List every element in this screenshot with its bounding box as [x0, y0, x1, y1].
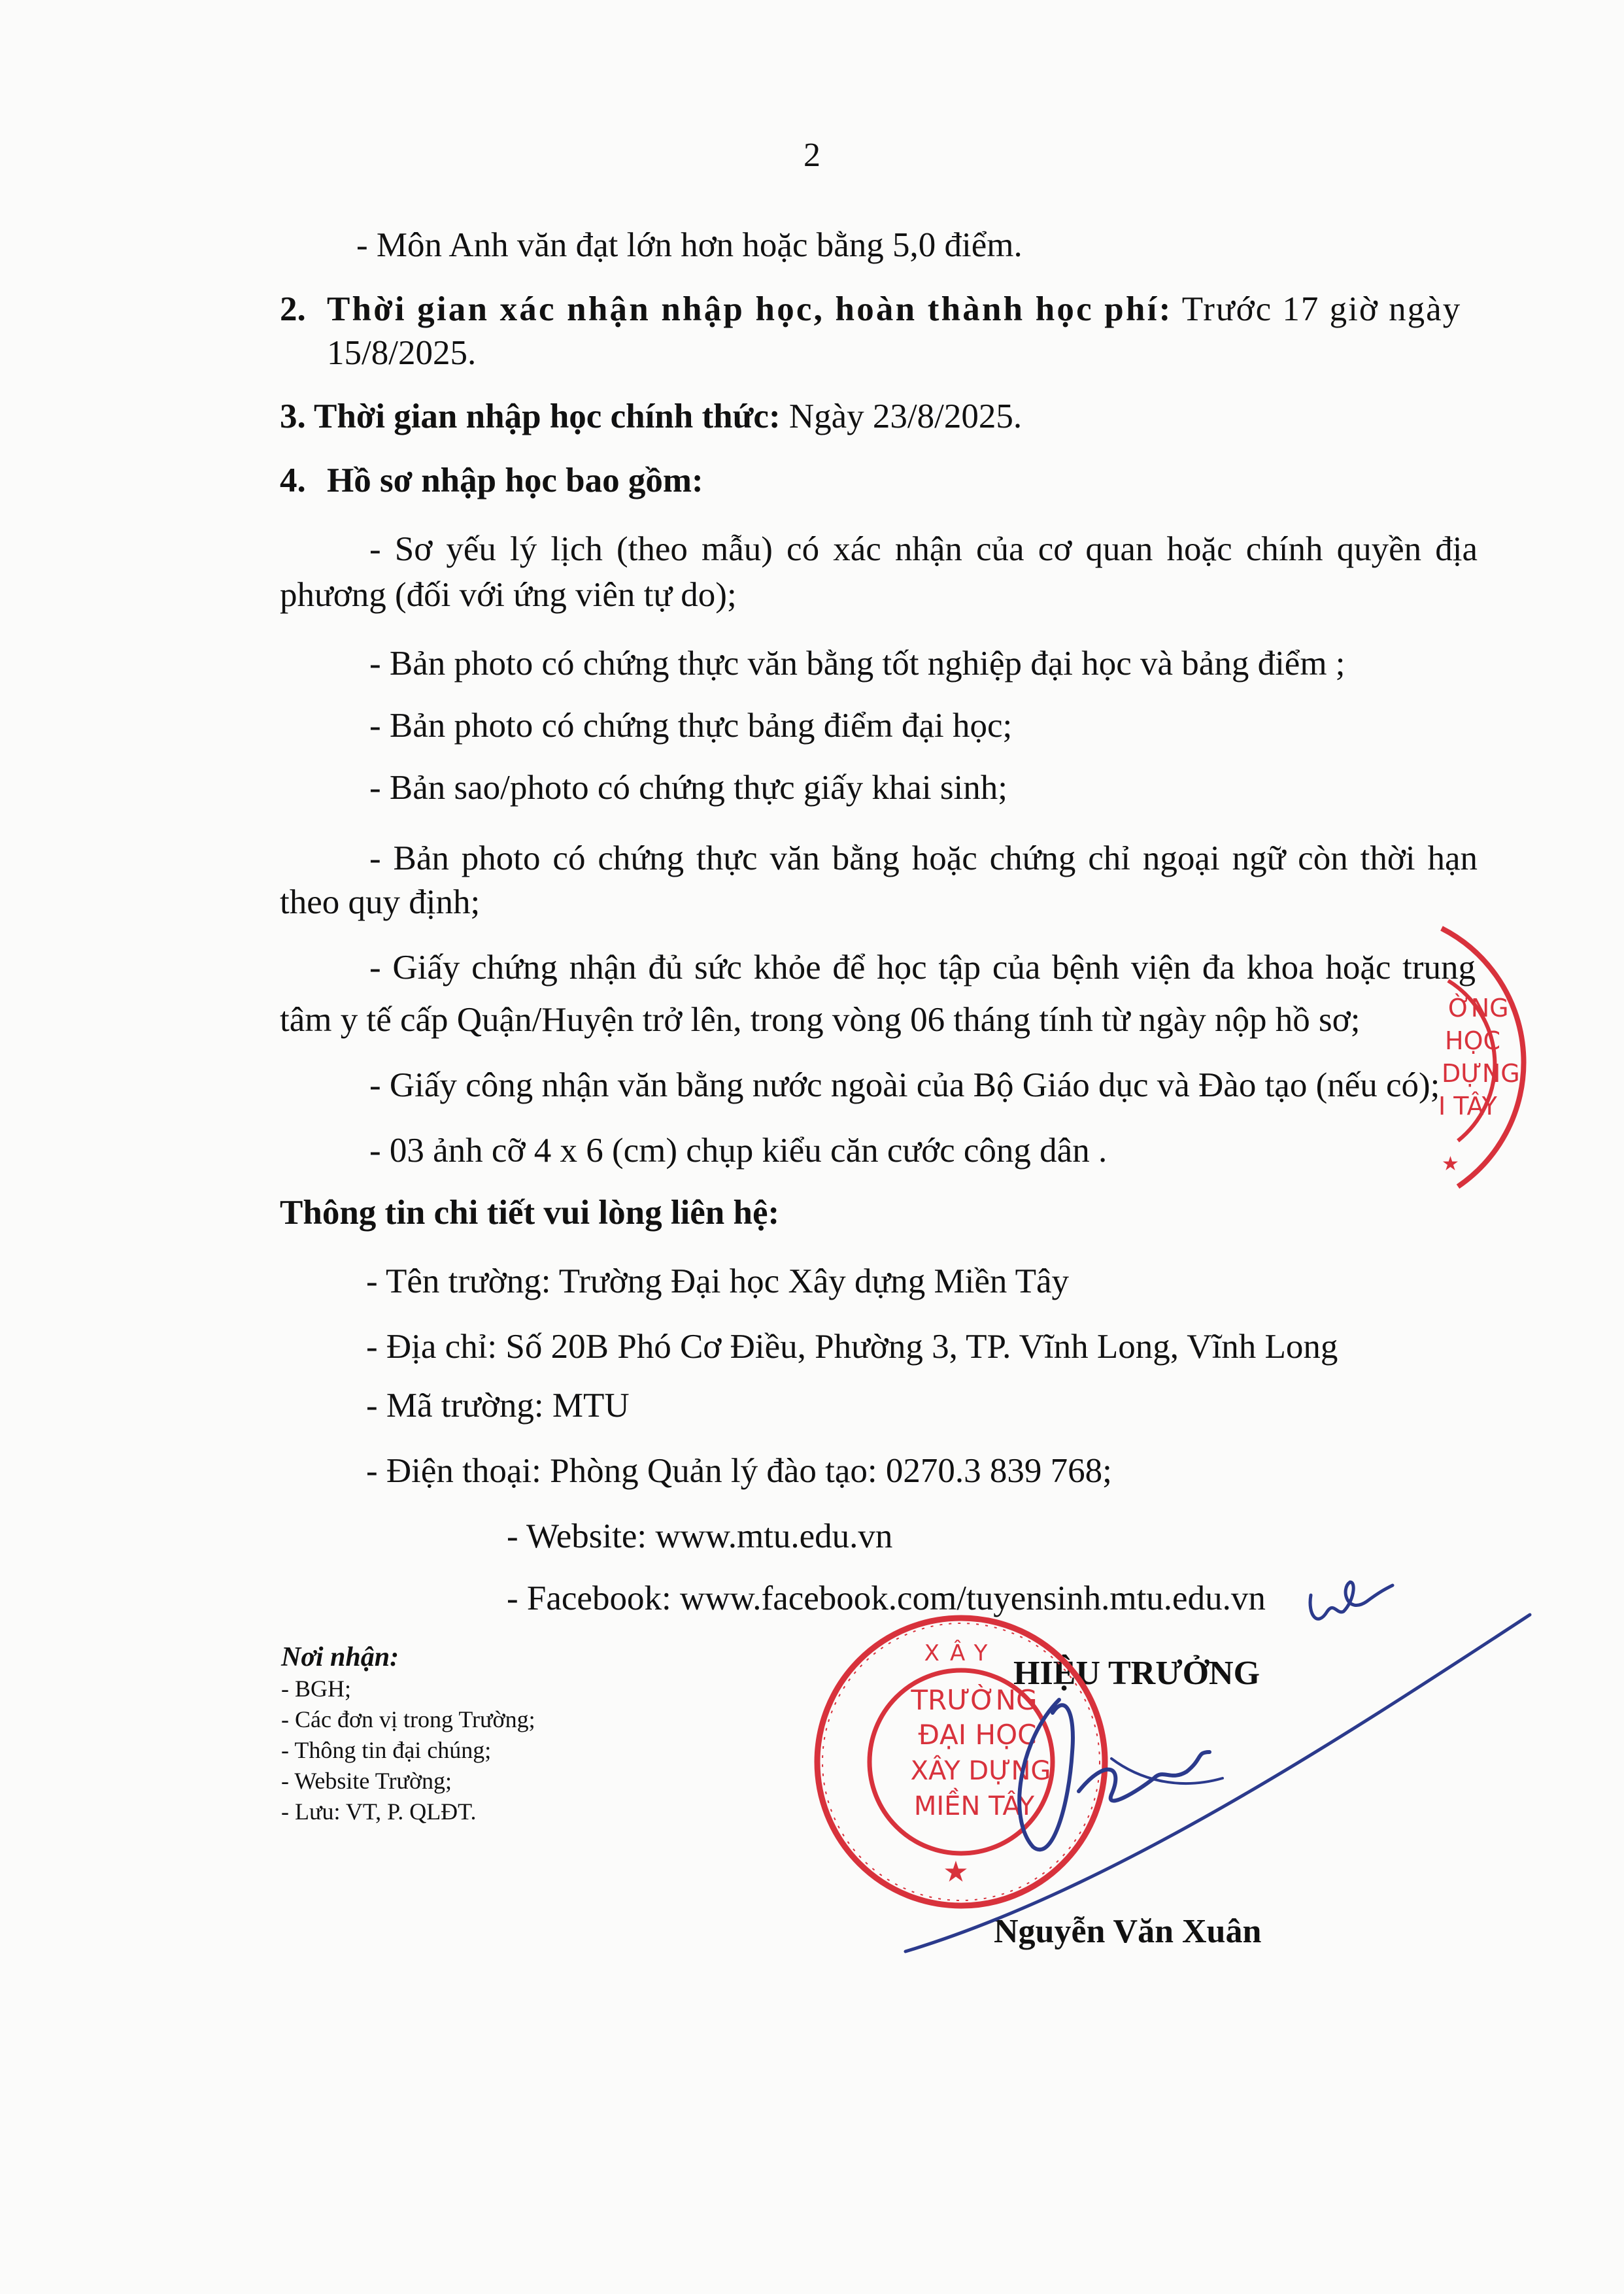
section-2-label: Thời gian xác nhận nhập học, hoàn thành học phí: — [327, 290, 1173, 328]
seal-line-1: TRƯỜNG — [911, 1684, 1038, 1716]
contact-website: - Website: www.mtu.edu.vn — [507, 1517, 893, 1555]
section-3-label: 3. Thời gian nhập học chính thức: — [280, 397, 781, 435]
contact-school-code: - Mã trường: MTU — [366, 1387, 630, 1425]
contact-address: - Địa chỉ: Số 20B Phó Cơ Điều, Phường 3, TP. Vĩnh Long, Vĩnh Long — [366, 1328, 1338, 1366]
doc-item-6b: tâm y tế cấp Quận/Huyện trở lên, trong vòng 06 tháng tính từ ngày nộp hồ sơ; — [280, 1001, 1361, 1039]
seal-line-3: XÂY DỰNG — [910, 1756, 1051, 1786]
seal-ring-text: XÂY — [924, 1640, 998, 1666]
official-seal-icon — [817, 1618, 1105, 1906]
recipients-heading: Nơi nhận: — [281, 1642, 399, 1672]
seal-line-4: MIỀN TÂY — [913, 1791, 1035, 1821]
partial-seal-line-3: DỰNG — [1442, 1059, 1520, 1088]
partial-seal-star-icon: ★ — [1442, 1153, 1459, 1175]
doc-item-5b: theo quy định; — [280, 883, 481, 921]
recipient-item: - Lưu: VT, P. QLĐT. — [281, 1798, 477, 1825]
page-number: 2 — [804, 137, 820, 174]
section-2-text: Trước 17 giờ ngày — [1172, 290, 1462, 328]
contact-school-name: - Tên trường: Trường Đại học Xây dựng Miền Tây — [366, 1262, 1070, 1300]
contact-phone: - Điện thoại: Phòng Quản lý đào tạo: 0270.3 839 768; — [366, 1452, 1112, 1490]
signatory-name: Nguyễn Văn Xuân — [994, 1913, 1262, 1950]
doc-item-5a: - Bản photo có chứng thực văn bằng hoặc chứng chỉ ngoại ngữ còn thời hạn — [369, 839, 1478, 877]
recipient-item: - Website Trường; — [281, 1768, 452, 1794]
partial-seal-icon — [1438, 928, 1524, 1187]
contact-facebook: - Facebook: www.facebook.com/tuyensinh.mtu.edu.vn — [507, 1579, 1266, 1617]
requirement-english: - Môn Anh văn đạt lớn hơn hoặc bằng 5,0 điểm. — [356, 226, 1023, 264]
recipient-item: - Thông tin đại chúng; — [281, 1737, 492, 1763]
doc-item-1b: phương (đối với ứng viên tự do); — [280, 576, 737, 614]
doc-item-7: - Giấy công nhận văn bằng nước ngoài của Bộ Giáo dục và Đào tạo (nếu có); — [369, 1066, 1440, 1104]
doc-item-4: - Bản sao/photo có chứng thực giấy khai sinh; — [369, 769, 1007, 807]
section-2-number: 2. — [280, 290, 306, 328]
doc-item-1a: - Sơ yếu lý lịch (theo mẫu) có xác nhận của cơ quan hoặc chính quyền địa — [369, 530, 1478, 568]
doc-item-8: - 03 ảnh cỡ 4 x 6 (cm) chụp kiểu căn cước công dân . — [369, 1132, 1108, 1170]
seal-star-icon: ★ — [943, 1855, 969, 1889]
partial-seal-line-1: ỜNG — [1448, 994, 1509, 1022]
partial-seal-line-4: I TÂY — [1438, 1092, 1497, 1121]
section-4-number: 4. — [280, 462, 306, 499]
seal-line-2: ĐẠI HỌC — [918, 1719, 1037, 1751]
section-3-text: Ngày 23/8/2025. — [780, 397, 1023, 435]
doc-item-3: - Bản photo có chứng thực bảng điểm đại học; — [369, 707, 1013, 745]
initials-signature-icon — [1310, 1582, 1393, 1619]
partial-seal-line-2: HỌC — [1445, 1026, 1501, 1055]
doc-item-2: - Bản photo có chứng thực văn bằng tốt nghiệp đại học và bảng điểm ; — [369, 645, 1345, 683]
section-4-label: Hồ sơ nhập học bao gồm: — [327, 462, 703, 499]
section-2-continuation: 15/8/2025. — [327, 334, 477, 372]
recipient-item: - BGH; — [281, 1676, 351, 1702]
recipient-item: - Các đơn vị trong Trường; — [281, 1706, 535, 1732]
signatory-title: HIỆU TRƯỞNG — [1013, 1655, 1260, 1692]
doc-item-6a: - Giấy chứng nhận đủ sức khỏe để học tập của bệnh viện đa khoa hoặc trung — [369, 949, 1476, 987]
contact-heading: Thông tin chi tiết vui lòng liên hệ: — [280, 1194, 780, 1232]
